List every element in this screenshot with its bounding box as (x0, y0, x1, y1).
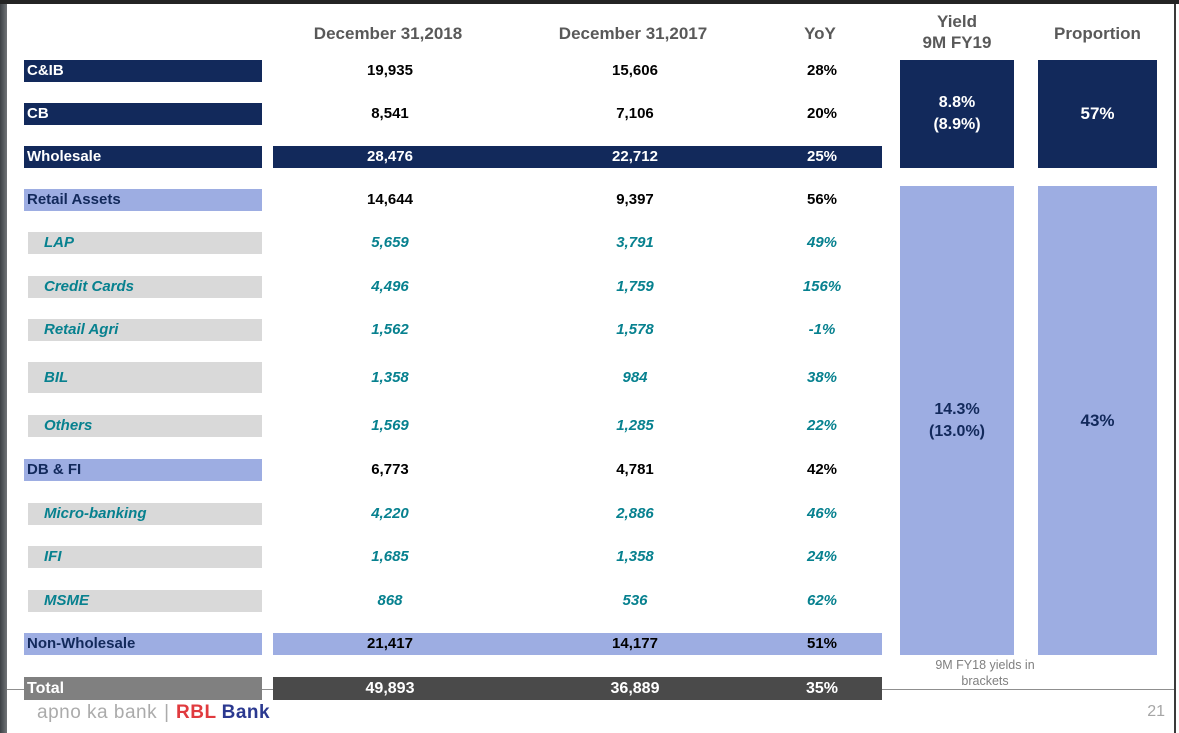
cell-yoy: 24% (806, 548, 838, 565)
window-top-edge (0, 0, 1179, 4)
row-label: BIL (28, 362, 262, 393)
row-label: Micro-banking (28, 503, 262, 525)
logo-bank-text: Bank (221, 702, 271, 723)
slide-right-border (1174, 0, 1176, 733)
cell-yoy: 38% (806, 369, 838, 386)
cell-dec-2018: 1,358 (371, 369, 409, 386)
cell-dec-2017: 1,285 (616, 417, 654, 434)
cell-yoy: 22% (806, 417, 838, 434)
cell-dec-2018: 1,562 (371, 321, 409, 338)
yield-wholesale-bracket: (8.9%) (933, 116, 981, 133)
window-left-edge (0, 0, 7, 733)
cell-dec-2017: 3,791 (616, 234, 654, 251)
row-label: Credit Cards (28, 276, 262, 298)
row-label: Retail Assets (24, 189, 262, 211)
cell-yoy: 46% (806, 505, 838, 522)
row-label: MSME (28, 590, 262, 612)
proportion-wholesale-value: 57% (1080, 104, 1115, 123)
yield-non-wholesale-value: 14.3% (934, 400, 980, 418)
cell-dec-2017: 1,759 (616, 278, 654, 295)
cell-dec-2017: 2,886 (616, 505, 654, 522)
page-number: 21 (1147, 703, 1165, 720)
yield-wholesale-value: 8.8% (938, 94, 976, 111)
cell-dec-2018: 14,644 (367, 191, 413, 208)
cell-dec-2017: 984 (622, 369, 648, 386)
cell-dec-2018: 4,496 (371, 278, 409, 295)
proportion-box-wholesale (1038, 60, 1157, 168)
row-label: DB & FI (24, 459, 262, 481)
yield-header-line2: 9M FY19 (922, 33, 992, 52)
cell-dec-2017: 1,358 (616, 548, 654, 565)
proportion-non-wholesale-value: 43% (1080, 410, 1115, 430)
cell-dec-2017: 7,106 (616, 105, 654, 122)
cell-yoy: 156% (802, 278, 842, 295)
logo-tagline: apno ka bank (37, 702, 158, 723)
proportion-box-non-wholesale (1038, 186, 1157, 655)
logo-rbl-text: RBL (176, 702, 217, 723)
yield-footnote-line1: 9M FY18 yields in (935, 658, 1035, 672)
row-label: IFI (28, 546, 262, 568)
cell-dec-2018: 19,935 (367, 62, 413, 79)
rbl-bank-logo (37, 702, 270, 724)
cell-yoy: 20% (806, 105, 838, 122)
column-header-dec-31-2018: December 31,2018 (313, 24, 463, 43)
cell-dec-2018: 21,417 (367, 635, 413, 652)
cell-yoy: 51% (806, 635, 838, 652)
cell-dec-2018: 1,685 (371, 548, 409, 565)
cell-dec-2017: 1,578 (616, 321, 654, 338)
yield-box-non-wholesale (900, 186, 1014, 655)
cell-dec-2018: 4,220 (371, 505, 409, 522)
row-label: Retail Agri (28, 319, 262, 341)
cell-dec-2017: 4,781 (616, 461, 654, 478)
yield-box-wholesale (900, 60, 1014, 168)
cell-yoy: 49% (806, 234, 838, 251)
cell-dec-2017: 36,889 (610, 680, 660, 697)
cell-dec-2017: 14,177 (612, 635, 658, 652)
row-label: Total (24, 677, 262, 700)
cell-yoy: -1% (808, 321, 836, 338)
cell-dec-2018: 868 (377, 592, 403, 609)
row-label: Others (28, 415, 262, 437)
row-label: CB (24, 103, 262, 125)
cell-yoy: 42% (806, 461, 838, 478)
yield-header-line1: Yield (937, 12, 977, 31)
row-label: C&IB (24, 60, 262, 82)
cell-dec-2017: 9,397 (616, 191, 654, 208)
cell-yoy: 35% (805, 680, 839, 697)
cell-dec-2018: 1,569 (371, 417, 409, 434)
row-label: Non-Wholesale (24, 633, 262, 655)
cell-dec-2017: 22,712 (612, 148, 658, 165)
cell-dec-2017: 15,606 (612, 62, 658, 79)
yield-non-wholesale-bracket: (13.0%) (928, 422, 986, 440)
column-header-dec-31-2017: December 31,2017 (558, 24, 708, 43)
yield-footnote (880, 657, 1090, 689)
cell-dec-2018: 6,773 (371, 461, 409, 478)
column-header-proportion: Proportion (1054, 24, 1141, 43)
row-label: Wholesale (24, 146, 262, 168)
cell-dec-2017: 536 (622, 592, 648, 609)
logo-separator: | (164, 702, 170, 723)
column-header-yoy: YoY (804, 24, 836, 43)
column-header-yield-9m-fy19 (893, 11, 1021, 53)
cell-dec-2018: 49,893 (365, 680, 415, 697)
cell-dec-2018: 5,659 (371, 234, 409, 251)
cell-yoy: 62% (806, 592, 838, 609)
cell-yoy: 56% (806, 191, 838, 208)
row-label: LAP (28, 232, 262, 254)
cell-dec-2018: 28,476 (367, 148, 413, 165)
cell-yoy: 28% (806, 62, 838, 79)
cell-yoy: 25% (806, 148, 838, 165)
yield-footnote-line2: brackets (961, 674, 1009, 688)
cell-dec-2018: 8,541 (371, 105, 409, 122)
